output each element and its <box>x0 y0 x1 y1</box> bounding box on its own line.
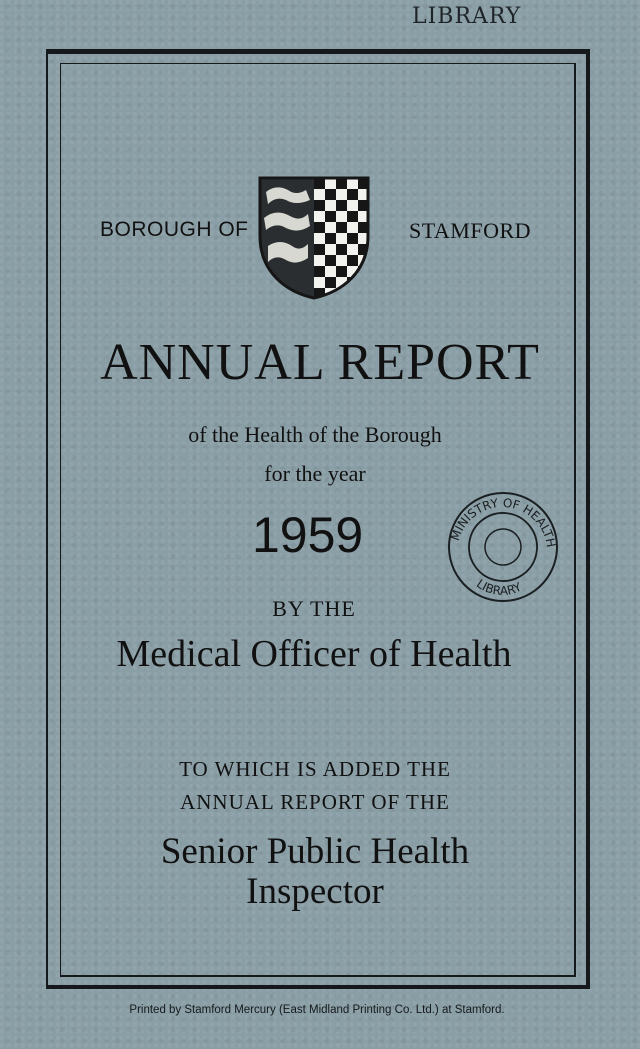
report-year: 1959 <box>252 507 364 563</box>
by-the-label: BY THE <box>272 596 356 621</box>
library-stamp-icon <box>440 488 566 611</box>
addendum-line-1: TO WHICH IS ADDED THE <box>179 757 451 781</box>
borough-label: BOROUGH OF <box>100 218 249 241</box>
svg-text:MINISTRY OF HEALTH: MINISTRY OF HEALTH <box>447 495 559 549</box>
officer-title: Medical Officer of Health <box>116 633 512 675</box>
inspector-title-line-2: Inspector <box>246 871 384 912</box>
handwritten-note: LIBRARY <box>412 4 522 29</box>
svg-text:LIBRARY: LIBRARY <box>473 576 524 598</box>
borough-crest-icon <box>258 176 370 305</box>
subtitle-line-2: for the year <box>264 461 366 486</box>
stamford-label: STAMFORD <box>409 218 532 243</box>
addendum-line-2: ANNUAL REPORT OF THE <box>180 790 450 814</box>
subtitle-line-1: of the Health of the Borough <box>188 422 442 447</box>
page-title: ANNUAL REPORT <box>100 334 540 391</box>
printer-imprint: Printed by Stamford Mercury (East Midland Printing Co. Ltd.) at Stamford. <box>129 1004 505 1016</box>
inspector-title-line-1: Senior Public Health <box>160 831 470 872</box>
